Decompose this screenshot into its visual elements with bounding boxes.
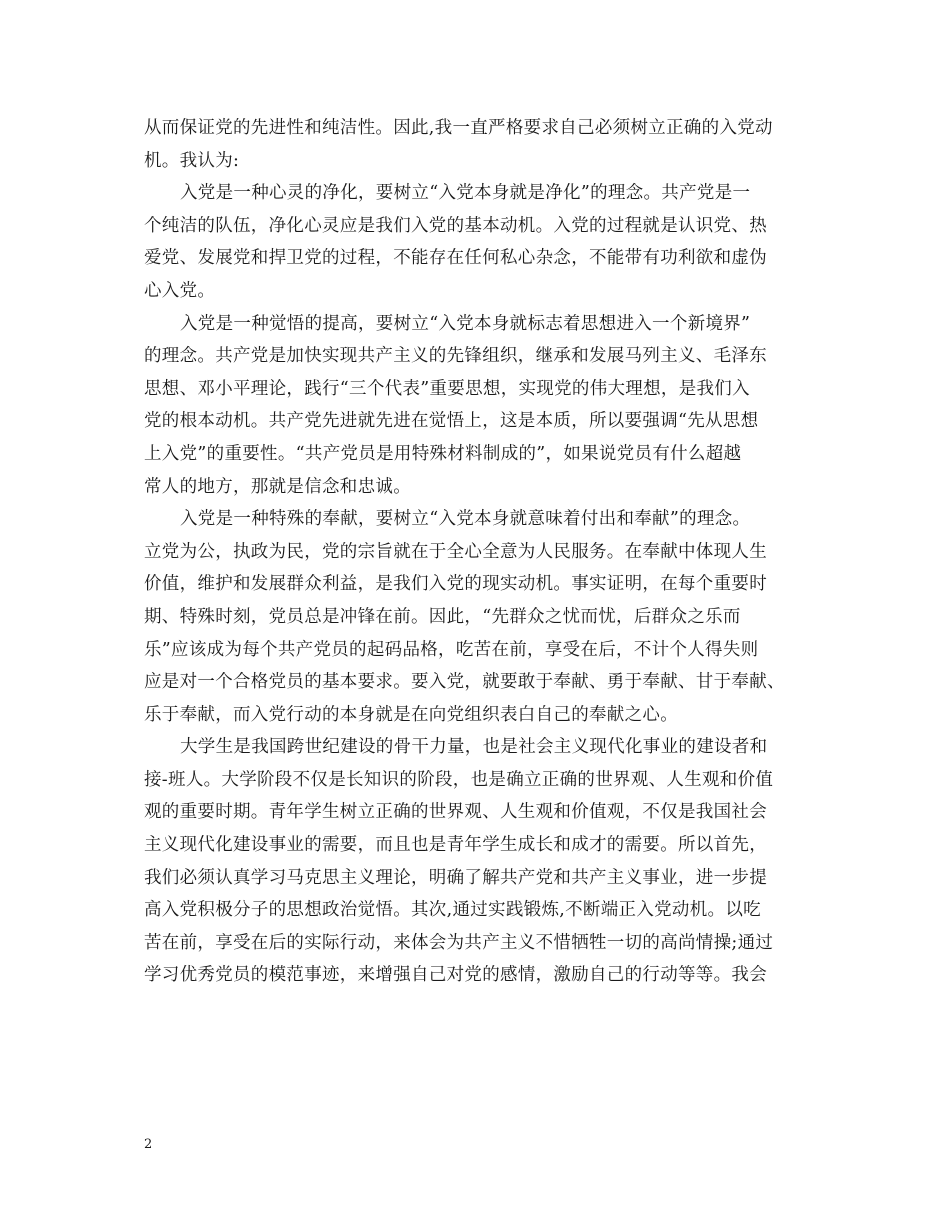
text-line: 高入党积极分子的思想政治觉悟。其次,通过实践锻炼,不断端正入党动机。以吃	[144, 900, 761, 921]
paragraph-first-line: 入党是一种觉悟的提高，要树立“入党本身就标志着思想进入一个新境界”	[180, 313, 751, 334]
paragraph-first-line: 入党是一种特殊的奉献，要树立“入党本身就意味着付出和奉献”的理念。	[180, 509, 751, 530]
text-line: 观的重要时期。青年学生树立正确的世界观、人生观和价值观，不仅是我国社会	[144, 802, 767, 823]
page-number: 2	[144, 1137, 153, 1152]
text-line: 党的根本动机。共产党先进就先进在觉悟上，这是本质，所以要强调“先从思想	[144, 411, 759, 432]
text-line: 应是对一个合格党员的基本要求。要入党，就要敢于奉献、勇于奉献、甘于奉献、	[144, 672, 785, 693]
text-line: 接-班人。大学阶段不仅是长知识的阶段，也是确立正确的世界观、人生观和价值	[144, 769, 774, 790]
text-line: 立党为公，执政为民，党的宗旨就在于全心全意为人民服务。在奉献中体现人生	[144, 541, 767, 562]
text-line: 我们必须认真学习马克思主义理论，明确了解共产党和共产主义事业，进一步提	[144, 867, 767, 888]
text-line: 机。我认为:	[144, 150, 240, 171]
text-line: 价值，维护和发展群众利益，是我们入党的现实动机。事实证明，在每个重要时	[144, 574, 767, 595]
text-line: 上入党”的重要性。“共产党员是用特殊材料制成的”，如果说党员有什么超越	[144, 443, 742, 464]
text-line: 学习优秀党员的模范事迹，来增强自己对党的感情，激励自己的行动等等。我会	[144, 965, 767, 986]
text-line: 从而保证党的先进性和纯洁性。因此,我一直严格要求自己必须树立正确的入党动	[144, 118, 773, 138]
body-text	[144, 112, 824, 992]
text-line: 常人的地方，那就是信念和忠诚。	[144, 476, 411, 497]
paragraph-first-line: 大学生是我国跨世纪建设的骨干力量，也是社会主义现代化事业的建设者和	[180, 737, 768, 758]
text-line: 思想、邓小平理论，践行“三个代表”重要思想，实现党的伟大理想，是我们入	[144, 378, 750, 399]
text-line: 个纯洁的队伍，净化心灵应是我们入党的基本动机。入党的过程就是认识党、热	[144, 215, 767, 236]
text-line: 苦在前，享受在后的实际行动，来体会为共产主义不惜牺牲一切的高尚情操;通过	[144, 932, 774, 953]
text-line: 心入党。	[144, 280, 216, 301]
text-line: 乐于奉献，而入党行动的本身就是在向党组织表白自己的奉献之心。	[144, 704, 678, 725]
paragraph-first-line: 入党是一种心灵的净化，要树立“入党本身就是净化”的理念。共产党是一	[180, 183, 751, 204]
text-line: 爱党、发展党和捍卫党的过程，不能存在任何私心杂念，不能带有功利欲和虚伪	[144, 248, 767, 269]
text-line: 的理念。共产党是加快实现共产主义的先锋组织，继承和发展马列主义、毛泽东	[144, 346, 767, 367]
text-line: 主义现代化建设事业的需要，而且也是青年学生成长和成才的需要。所以首先，	[144, 835, 767, 856]
text-line: 乐”应该成为每个共产党员的起码品格，吃苦在前，享受在后，不计个人得失则	[144, 639, 759, 660]
text-line: 期、特殊时刻，党员总是冲锋在前。因此，“先群众之忧而忧，后群众之乐而	[144, 606, 741, 627]
